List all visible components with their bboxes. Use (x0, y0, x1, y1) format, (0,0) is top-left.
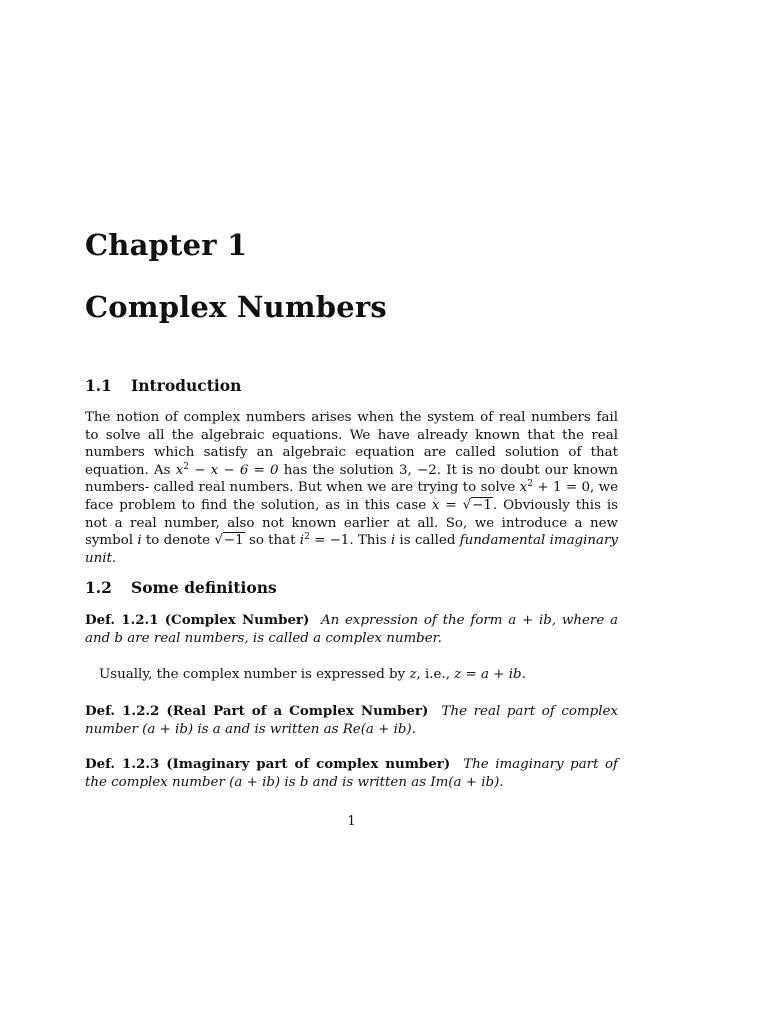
math-var: i (299, 533, 305, 549)
intro-text: to denote (141, 533, 215, 549)
intro-text: . This (349, 533, 391, 549)
body-text: Usually, the complex number is expressed by (99, 667, 410, 682)
definition-label: Def. 1.2.1 (Complex Number) (85, 612, 310, 628)
sqrt-expression: √−1 (462, 497, 492, 513)
definition-label: Def. 1.2.2 (Real Part of a Complex Number) (85, 703, 429, 719)
definition-text: An expression of the form a + ib, where a and b are real numbers, is called a complex number. (85, 613, 619, 646)
section-title: Some definitions (131, 578, 277, 597)
sqrt-radicand: −1 (472, 497, 492, 513)
math-expr: z = a + ib (454, 667, 522, 682)
body-text: . (521, 667, 526, 682)
math-var: z (409, 667, 417, 682)
math-expr: − x − 6 = 0 (188, 462, 279, 478)
math-sup: 2 (527, 479, 533, 490)
definition-label: Def. 1.2.3 (Imaginary part of complex number) (85, 756, 451, 772)
definition-complex-number (85, 612, 618, 647)
section-number: 1.2 (85, 578, 112, 597)
math-sup: 2 (183, 461, 189, 472)
intro-text: is called (395, 533, 460, 549)
emphasized-term: fundamental imaginary unit (85, 533, 618, 566)
definition-text: The imaginary part of the complex number (a + ib) is b and is written as Im(a + ib). (85, 757, 618, 790)
usually-paragraph (85, 666, 618, 684)
body-text: , i.e., (416, 667, 455, 682)
math-sup: 2 (304, 532, 310, 543)
page-number: 1 (347, 814, 356, 829)
section-title: Introduction (131, 376, 242, 395)
definition-text: The real part of complex number (a + ib) is a and is written as Re(a + ib). (85, 704, 618, 737)
math-expr: = −1 (309, 533, 350, 549)
math-var: x (175, 462, 184, 478)
math-expr: + 1 = 0 (532, 480, 590, 496)
sqrt-expression: √−1 (214, 533, 244, 549)
intro-text: , we face problem to find the solution, as in this case (85, 480, 618, 513)
math-var: x (432, 497, 440, 513)
intro-text: The notion of complex numbers arises when the system of real numbers fail to solve all the algebraic equations. We have already known that the real numbers which satisfy an algebraic equation are called solution of that equation. As (85, 410, 618, 478)
definition-real-part (85, 703, 618, 738)
intro-text: . Obviously this is not a real number, also not known earlier at all. So, we introduce a new symbol (85, 497, 618, 549)
math-var: x (519, 480, 528, 496)
math-var: i (137, 533, 142, 549)
intro-text: . (111, 550, 117, 566)
intro-text: so that (244, 533, 300, 549)
section-number: 1.1 (85, 376, 112, 395)
math-expr: = (439, 497, 463, 513)
section-heading-introduction (85, 376, 241, 395)
chapter-title: Complex Numbers (85, 290, 387, 324)
definition-imaginary-part (85, 756, 618, 791)
intro-paragraph (85, 409, 618, 567)
intro-text: has the solution 3, −2. It is no doubt our known numbers- called real numbers. But when we are trying to solve (85, 462, 619, 496)
sqrt-radicand: −1 (223, 533, 244, 549)
math-var: i (390, 533, 396, 549)
chapter-label: Chapter 1 (85, 228, 248, 262)
section-heading-definitions (85, 578, 277, 597)
